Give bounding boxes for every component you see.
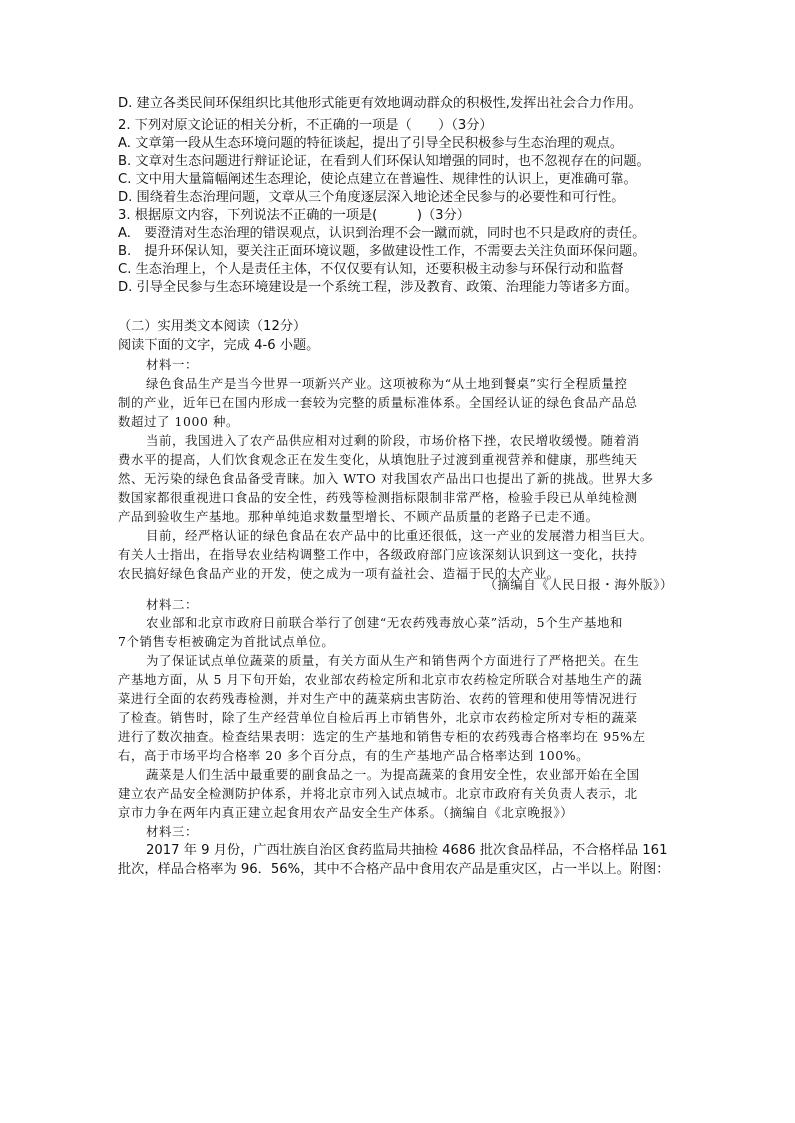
material2-line: 菜进行全面的农药残毒检测，并对生产中的蔬菜病虫害防治、农药的管理和使用等情况进行	[118, 691, 638, 706]
section-instruction: 阅读下面的文字，完成 4-6 小题。	[118, 338, 320, 353]
material2-line: 蔬菜是人们生活中最重要的副食品之一。为提高蔬菜的食用安全性，农业部开始在全国	[146, 767, 640, 782]
section-heading: （二）实用类文本阅读（12分）	[118, 319, 307, 334]
material2-line: 进行了数次抽查。检查结果表明：选定的生产基地和销售专柜的农药残毒合格率均在 95%左	[118, 729, 646, 744]
q3-stem: 3. 根据原文内容，下列说法不正确的一项是( )（3分）	[118, 208, 470, 223]
material2-line: 为了保证试点单位蔬菜的质量，有关方面从生产和销售两个方面进行了严格把关。在生	[146, 653, 640, 668]
material1-line: 制的产业，近年已在国内形成一套较为完整的质量标准体系。全国经认证的绿色食品产品总	[118, 395, 638, 410]
material1-line: 有关人士指出，在指导农业结构调整工作中，各级政府部门应该深刻认识到这一变化，扶持	[118, 547, 638, 562]
material1-line: 绿色食品生产是当今世界一项新兴产业。这项被称为“从土地到餐桌”实行全程质量控	[146, 376, 628, 391]
material2-line: 建立农产品安全检测防护体系，并将北京市列入试点城市。北京市政府有关负责人表示，北	[118, 786, 638, 801]
material3-line: 2017 年 9 月份，广西壮族自治区食药监局共抽检 4686 批次食品样品，不合格样品 161	[146, 843, 668, 858]
material1-line: 目前，经严格认证的绿色食品在农产品中的比重还很低，这一产业的发展潜力相当巨大。	[146, 528, 653, 543]
material1-line: 产品到验收生产基地。那种单纯追求数量型增长、不顾产品质量的老路子已走不通。	[118, 509, 599, 524]
material3-label: 材料三：	[146, 824, 198, 839]
q3-option-d: D. 引导全民参与生态环境建设是一个系统工程，涉及教育、政策、治理能力等诸多方面。	[118, 280, 638, 295]
material2-label: 材料二：	[146, 597, 198, 612]
q3-option-c: C. 生态治理上，个人是责任主体，不仅仅要有认知，还要积极主动参与环保行动和监督	[118, 262, 624, 277]
q2-option-b: B. 文章对生态问题进行辩证论证，在看到人们环保认知增强的同时，也不忽视存在的问题。	[118, 154, 650, 169]
q2-option-d: D. 围绕着生态治理问题，文章从三个角度逐层深入地论述全民参与的必要性和可行性。	[118, 190, 625, 205]
q2-option-c: C. 文中用大量篇幅阐述生态理论，使论点建立在普遍性、规律性的认识上，更准确可靠。	[118, 172, 637, 187]
q3-option-b: B. 提升环保认知，要关注正面环境议题，多做建设性工作，不需要去关注负面环保问题。	[118, 244, 646, 259]
material1-line: 数国家都很重视进口食品的安全性，药残等检测指标限制非常严格，检验手段已从单纯检测	[118, 490, 638, 505]
material2-line: 京市力争在两年内真正建立起食用农产品安全生产体系。（摘编自《北京晚报》）	[118, 805, 574, 820]
q2-option-a: A. 文章第一段从生态环境问题的特征谈起，提出了引导全民积极参与生态治理的观点。	[118, 136, 624, 151]
material2-line: 右，高于市场平均合格率 20 多个百分点，有的生产基地产品合格率达到 100%。	[118, 748, 590, 763]
q2-stem: 2. 下列对原文论证的相关分析，不正确的一项是（ ）（3分）	[118, 118, 493, 133]
material1-line: 农民搞好绿色食品产业的开发，使之成为一项有益社会、造福于民的大产业。	[118, 566, 560, 581]
material2-line: 农业部和北京市政府日前联合举行了创建“无农药残毒放心菜”活动，5个生产基地和	[146, 615, 624, 630]
material2-line: 产基地方面，从 5 月下旬开始，农业部农药检定所和北京市农药检定所联合对基地生产的蔬	[118, 672, 643, 687]
material1-line: 当前，我国进入了农产品供应相对过剩的阶段，市场价格下挫，农民增收缓慢。随着消	[146, 433, 640, 448]
q1-option-d: D. 建立各类民间环保组织比其他形式能更有效地调动群众的积极性,发挥出社会合力作用。	[118, 96, 642, 111]
material2-line: 7个销售专柜被确定为首批试点单位。	[118, 634, 335, 649]
material3-line: 批次，样品合格率为 96．56%，其中不合格产品中食用农产品是重灾区，占一半以上。附图：	[118, 862, 670, 877]
q3-option-a: A. 要澄清对生态治理的错误观点，认识到治理不会一蹴而就，同时也不只是政府的责任。	[118, 226, 646, 241]
material1-line: 数超过了 1000 种。	[118, 414, 239, 429]
material1-label: 材料一：	[146, 357, 198, 372]
material1-line: 然、无污染的绿色食品备受青睐。加入 WTO 对我国农产品出口也提出了新的挑战。世界大多	[118, 471, 654, 486]
material1-source: （摘编自《人民日报・海外版》）	[484, 577, 673, 592]
material2-line: 了检查。销售时，除了生产经营单位自检后再上市销售外，北京市农药检定所对专柜的蔬菜	[118, 710, 638, 725]
material1-line: 费水平的提高，人们饮食观念正在发生变化，从填饱肚子过渡到重视营养和健康，那些纯天	[118, 452, 638, 467]
